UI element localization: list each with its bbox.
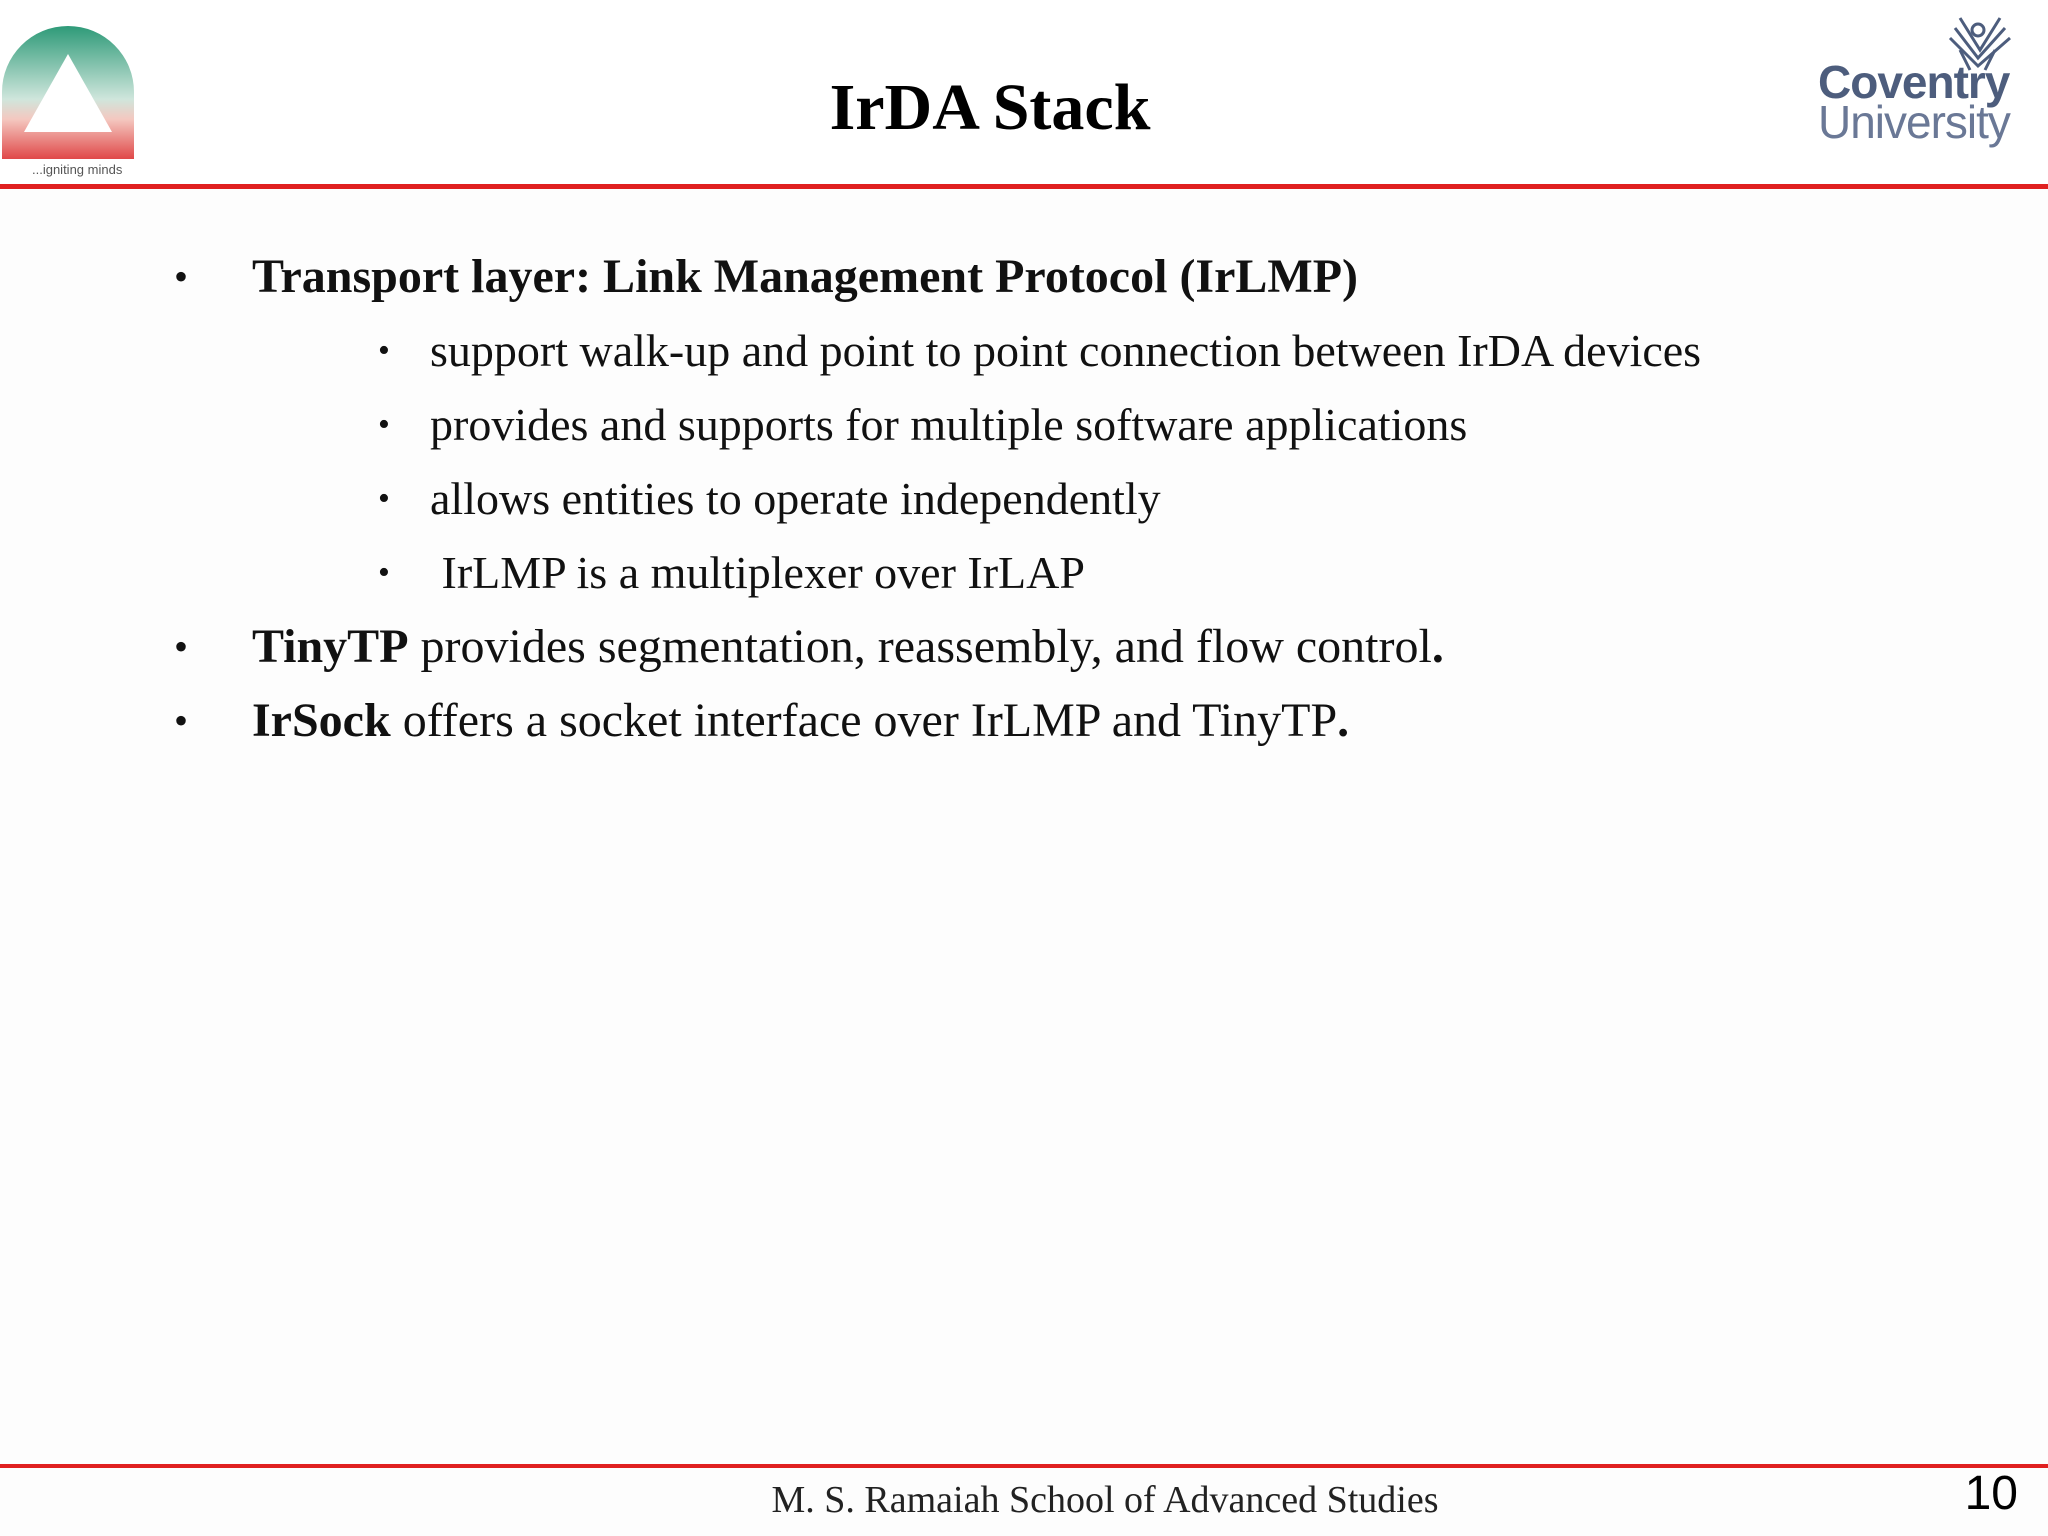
page-title: IrDA Stack: [829, 71, 1151, 144]
sub-bullet-item: [0, 536, 2048, 610]
bullet-bold-text: IrSock: [252, 694, 391, 747]
coventry-logo-line1: Coventry: [1818, 56, 2010, 108]
sub-bullet-item: [0, 388, 2048, 462]
bullet-text: [252, 240, 1358, 314]
bullet-bold-text: TinyTP: [252, 620, 409, 673]
header-divider: [0, 184, 2048, 189]
bullet-end-text: .: [1431, 620, 1444, 673]
bullet-icon: •: [174, 254, 189, 299]
logo-tagline: ...igniting minds: [32, 162, 123, 177]
sub-bullet-icon: •: [378, 554, 390, 591]
bullet-icon: •: [174, 698, 189, 743]
sub-bullet-text: allows entities to operate independently: [430, 473, 1161, 524]
bullet-icon: •: [174, 624, 189, 669]
footer-institution: M. S. Ramaiah School of Advanced Studies: [771, 1479, 1439, 1521]
sub-bullet-text: support walk-up and point to point connection between IrDA devices: [430, 325, 1702, 376]
sub-bullet-icon: •: [378, 332, 390, 369]
bullet-bold-text: Transport layer: Link Management Protocol (IrLMP): [252, 250, 1359, 303]
page-number: 10: [1964, 1467, 2018, 1520]
slide-content: [0, 240, 2048, 758]
bullet-rest-text: provides segmentation, reassembly, and flow control: [408, 620, 1432, 673]
sub-bullet-text: IrLMP is a multiplexer over IrLAP: [430, 547, 1085, 598]
slide-header: [0, 0, 2048, 184]
bullet-item: [0, 684, 2048, 758]
bullet-text: [252, 684, 1349, 758]
bullet-item: [0, 240, 2048, 314]
sub-bullet-item: [0, 314, 2048, 388]
bullet-end-text: .: [1337, 694, 1350, 747]
bullet-item: [0, 610, 2048, 684]
bullet-text: [252, 610, 1444, 684]
sub-bullet-item: [0, 462, 2048, 536]
footer-divider: [0, 1464, 2048, 1468]
sub-bullet-text: provides and supports for multiple software applications: [430, 399, 1468, 450]
sub-bullet-icon: •: [378, 406, 390, 443]
sub-bullet-icon: •: [378, 480, 390, 517]
coventry-logo-line2: University: [1818, 96, 2010, 148]
bullet-rest-text: offers a socket interface over IrLMP and TinyTP: [390, 694, 1338, 747]
coventry-logo-text: [1818, 56, 2028, 148]
